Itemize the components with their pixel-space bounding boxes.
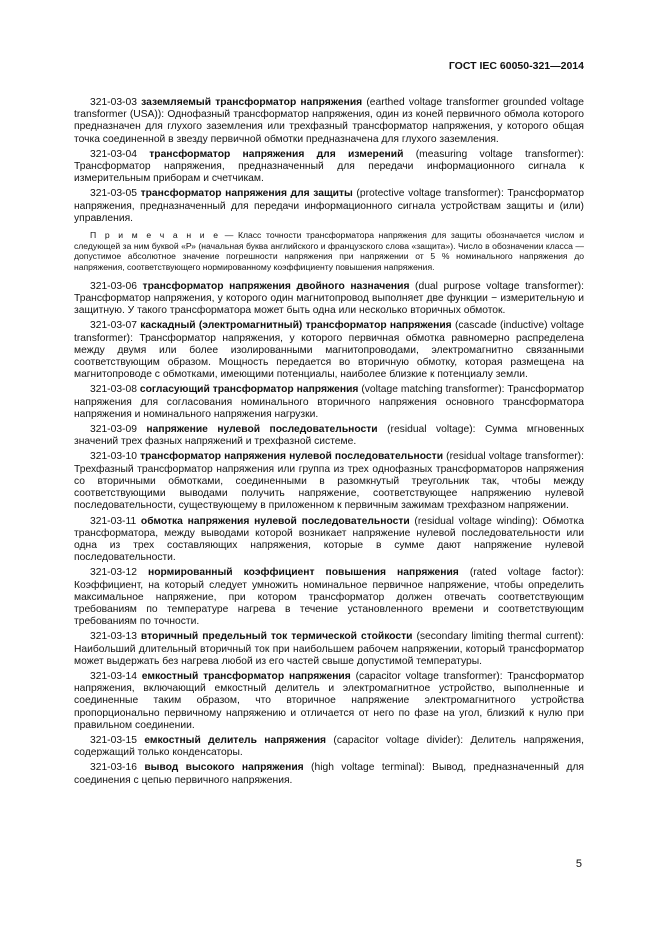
entry-definition: (residual voltage): Сумма мгновенных значений трех фазных напряжений и трехфазной системе. xyxy=(74,424,584,448)
entry-term: трансформатор напряжения нулевой последовательности xyxy=(140,451,444,463)
entry-code: 321-03-10 xyxy=(90,451,137,463)
entries-group-b xyxy=(74,281,584,787)
entries-group-a xyxy=(74,97,584,225)
entry-definition: (residual voltage transformer): Трехфазный трансформатор напряжения или группа из трех однофазных трансформаторов напряжения со вторичными обмотками, соединенными в разомкнутый треугольник так, чтобы между соответствующими выводами получить напряжение, соответствующее напряжению нулевой последовательности, существующему в приложенном к первичным зажимам трехфазном напряжении. xyxy=(74,451,584,512)
term-entry xyxy=(74,735,584,759)
term-entry xyxy=(74,384,584,421)
entry-code: 321-03-13 xyxy=(90,631,137,643)
entry-term: трансформатор напряжения двойного назначения xyxy=(142,280,410,292)
entry-term: трансформатор напряжения для измерений xyxy=(149,148,404,160)
note-text: — Класс точности трансформатора напряжения для защиты обозначается числом и следующей за ним буквой «Р» (начальная буква английского и французского слова «защита»). Число в обозначении класса — допустимое абсолютное значение погрешности напряжения при напряжении от 5 % номинального напряжения до напряжения, соответствующего нормированному коэффициенту повышения напряжения. xyxy=(74,230,584,273)
term-entry xyxy=(74,671,584,732)
entry-definition: (high voltage terminal): Вывод, предназначенный для соединения с цепью первичного напряжения. xyxy=(74,762,584,786)
entry-code: 321-03-06 xyxy=(90,280,137,292)
entry-term: емкостный трансформатор напряжения xyxy=(141,670,351,682)
entry-term: обмотка напряжения нулевой последовательности xyxy=(140,515,410,527)
term-entry xyxy=(74,320,584,381)
entry-code: 321-03-08 xyxy=(90,384,137,396)
entry-code: 321-03-15 xyxy=(90,734,137,746)
entry-code: 321-03-16 xyxy=(90,762,137,774)
entry-term: согласующий трансформатор напряжения xyxy=(139,384,359,396)
entry-definition: (protective voltage transformer): Трансформатор напряжения, предназначенный для передачи информационного сигнала устройствам защиты и (или) управления. xyxy=(74,188,584,224)
term-entry xyxy=(74,631,584,668)
term-entry xyxy=(74,97,584,146)
term-entry xyxy=(74,567,584,628)
entry-definition: (dual purpose voltage transformer): Трансформатор напряжения, у которого один магнитопровод выполняет две функции − измерительную и защитную. У такого трансформатора может быть одна или несколько вторичных обмоток. xyxy=(74,280,584,317)
term-entry xyxy=(74,424,584,448)
entry-term: вторичный предельный ток термической стойкости xyxy=(140,631,413,643)
entry-code: 321-03-11 xyxy=(90,515,137,527)
term-entry xyxy=(74,188,584,225)
term-entry xyxy=(74,281,584,318)
entry-definition: (voltage matching transformer): Трансформатор напряжения для согласования номинального вторичного напряжения основного трансформатора напряжения и номинального напряжения нагрузки. xyxy=(74,384,584,420)
entry-code: 321-03-03 xyxy=(90,97,137,108)
note-label: П р и м е ч а н и е xyxy=(90,230,221,241)
entry-term: напряжение нулевой последовательности xyxy=(146,424,378,436)
page-number: 5 xyxy=(575,858,582,870)
entry-code: 321-03-09 xyxy=(90,424,137,436)
term-entry xyxy=(74,149,584,186)
document-header: ГОСТ IEC 60050-321—2014 xyxy=(448,60,584,72)
note-paragraph xyxy=(74,230,584,273)
entry-definition: (residual voltage winding): Обмотка трансформатора, между выводами которой возникает напряжение нулевой последовательности или одна из трех составляющих напряжения, которые в сумме дают напряжение нулевой последовательности. xyxy=(74,515,584,564)
entry-term: емкостный делитель напряжения xyxy=(144,734,327,746)
entry-definition: (rated voltage factor): Коэффициент, на который следует умножить номинальное первичное напряжение, чтобы определить максимальное напряжение, при котором трансформатор должен отвечать соответствующим требованиям по температуре нагрева в течение установленного времени и соответствующим требованиям по точности. xyxy=(74,567,584,628)
term-entry xyxy=(74,516,584,565)
entry-code: 321-03-07 xyxy=(90,320,137,332)
entry-definition: (secondary limiting thermal current): Наибольший длительный вторичный ток при наибольшем рабочем напряжении, который трансформатор может выдержать без нагрева любой из его частей свыше допустимой температуры. xyxy=(74,631,584,667)
document-body xyxy=(74,97,584,790)
term-entry xyxy=(74,451,584,512)
entry-definition: (cascade (inductive) voltage transformer): Трансформатор напряжения, у которого первичная обмотка равномерно распределена между двумя или более изолированными магнитопроводами, электромагнитно связанными соответствующим образом. Мощность передается во вторичную обмотку, которая размещена на магнитопроводе с обмотками, имеющими потенциалы, наиболее близкие к потенциалу земли. xyxy=(74,320,584,381)
entry-code: 321-03-04 xyxy=(90,148,137,160)
entry-term: вывод высокого напряжения xyxy=(144,762,304,774)
entry-definition: (capacitor voltage transformer): Трансформатор напряжения, включающий емкостный делитель и электромагнитное устройство, выполненные и соединенные таким образом, что вторичное напряжение электромагнитного устройства пропорционально первичному напряжению и отличается от него по фазе на угол, близкий к нулю при правильном соединении. xyxy=(74,670,584,731)
entry-term: каскадный (электромагнитный) трансформатор напряжения xyxy=(140,320,452,332)
entry-definition: (earthed voltage transformer grounded voltage transformer (USA)): Однофазный трансформатор напряжения, один из коней первичного обмола которого предназначен для глухого заземления или трехфазный трансформатор напряжения, у которого общая точка соединенной в звезду первичной обмотки предназначена для глухого заземления. xyxy=(74,97,584,145)
entry-definition: (capacitor voltage divider): Делитель напряжения, содержащий только конденсаторы. xyxy=(74,734,584,759)
entry-term: заземляемый трансформатор напряжения xyxy=(141,97,363,108)
entry-term: трансформатор напряжения для защиты xyxy=(140,188,353,200)
entry-code: 321-03-05 xyxy=(90,188,137,200)
entry-definition: (measuring voltage transformer): Трансформатор напряжения, предназначенный для передачи информационного сигнала к измерительным приборам и счетчикам. xyxy=(74,148,584,185)
entry-code: 321-03-12 xyxy=(90,567,137,579)
entry-term: нормированный коэффициент повышения напряжения xyxy=(147,567,459,579)
entry-code: 321-03-14 xyxy=(90,670,137,682)
term-entry xyxy=(74,762,584,786)
